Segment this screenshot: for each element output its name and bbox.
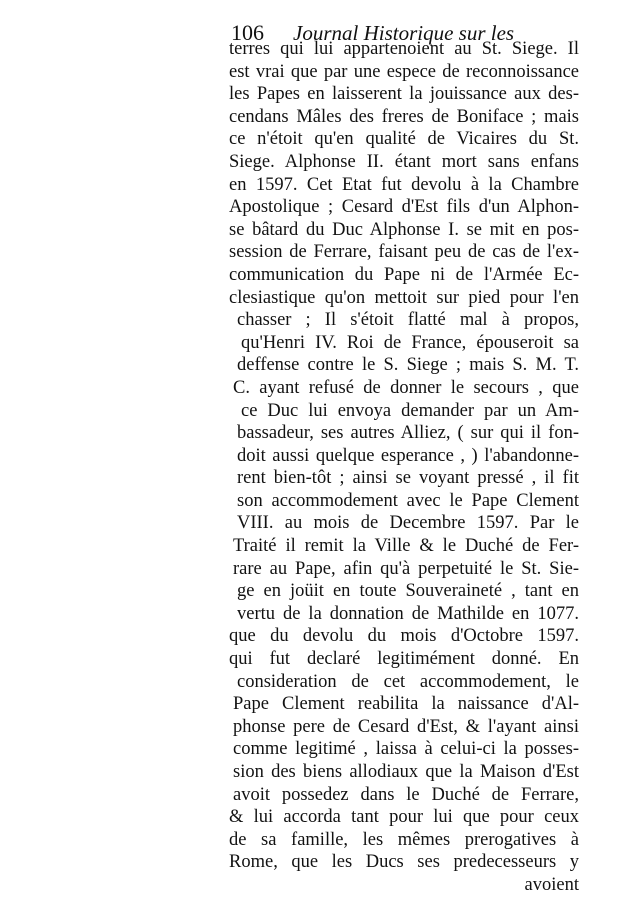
text-line: Traité il remit la Ville & le Duché de Fer- bbox=[233, 536, 579, 557]
text-line: avoit possedez dans le Duché de Ferrare, bbox=[233, 784, 579, 805]
text-line: deffense contre le S. Siege ; mais S. M. T. bbox=[237, 355, 579, 376]
text-line: sion des biens allodiaux que la Maison d'Est bbox=[233, 762, 579, 782]
text-line: comme legitimé , laissa à celui-ci la posses- bbox=[233, 739, 579, 760]
text-line: qu'Henri IV. Roi de France, épouseroit sa bbox=[241, 332, 579, 353]
text-line: ce Duc lui envoya demander par un Am- bbox=[241, 400, 579, 421]
body-text bbox=[229, 38, 579, 895]
text-line: Siege. Alphonse II. étant mort sans enfans bbox=[229, 151, 579, 172]
text-line: chasser ; Il s'étoit flatté mal à propos, bbox=[237, 310, 579, 331]
text-line: ge en joüit en toute Souveraineté , tant en bbox=[237, 581, 579, 602]
text-line: est vrai que par une espece de reconnoissance bbox=[229, 61, 579, 82]
text-line: son accommodement avec le Pape Clement bbox=[237, 490, 579, 511]
text-line: consideration de cet accommodement, le bbox=[237, 671, 579, 692]
text-line: Rome, que les Ducs ses predecesseurs y bbox=[229, 852, 579, 873]
text-line: session de Ferrare, faisant peu de cas de l'ex- bbox=[229, 242, 579, 263]
text-line: C. ayant refusé de donner le secours , que bbox=[233, 377, 579, 398]
text-line: phonse pere de Cesard d'Est, & l'ayant ainsi bbox=[233, 716, 579, 737]
running-title: Journal Historique sur les bbox=[293, 21, 515, 45]
catchword: avoient bbox=[524, 874, 579, 895]
text-line: doit aussi quelque esperance , ) l'abandonne- bbox=[237, 445, 579, 466]
text-line: clesiastique qu'on mettoit sur pied pour l'en bbox=[229, 287, 579, 308]
text-line: bassadeur, ses autres Alliez, ( sur qui il fon- bbox=[237, 423, 579, 444]
text-line: qui fut declaré legitimément donné. En bbox=[229, 649, 579, 670]
text-line: vertu de la donnation de Mathilde en 1077. bbox=[237, 603, 579, 624]
page-number: 106 bbox=[231, 20, 264, 45]
text-line: que du devolu du mois d'Octobre 1597. bbox=[229, 626, 579, 647]
text-line: & lui accorda tant pour lui que pour ceux bbox=[229, 807, 579, 828]
text-line: les Papes en laisserent la jouissance aux des- bbox=[229, 84, 579, 105]
text-line: de sa famille, les mêmes prerogatives à bbox=[229, 829, 579, 850]
text-line: terres qui lui appartenoient au St. Siege. Il bbox=[229, 39, 579, 59]
text-line: rare au Pape, afin qu'à perpetuité le St. Sie- bbox=[233, 558, 579, 579]
text-line: Pape Clement reabilita la naissance d'Al- bbox=[233, 694, 579, 715]
text-line: Apostolique ; Cesard d'Est fils d'un Alphon- bbox=[229, 197, 579, 218]
text-line: communication du Pape ni de l'Armée Ec- bbox=[229, 264, 579, 285]
text-line: rent bien-tôt ; ainsi se voyant pressé , il fit bbox=[237, 468, 579, 489]
text-line: cendans Mâles des freres de Boniface ; mais bbox=[229, 106, 579, 127]
text-line: en 1597. Cet Etat fut devolu à la Chambre bbox=[229, 174, 579, 195]
text-line: ce n'étoit qu'en qualité de Vicaires du St. bbox=[229, 129, 579, 150]
text-line: VIII. au mois de Decembre 1597. Par le bbox=[237, 513, 579, 534]
text-line: se bâtard du Duc Alphonse I. se mit en pos- bbox=[229, 219, 579, 240]
